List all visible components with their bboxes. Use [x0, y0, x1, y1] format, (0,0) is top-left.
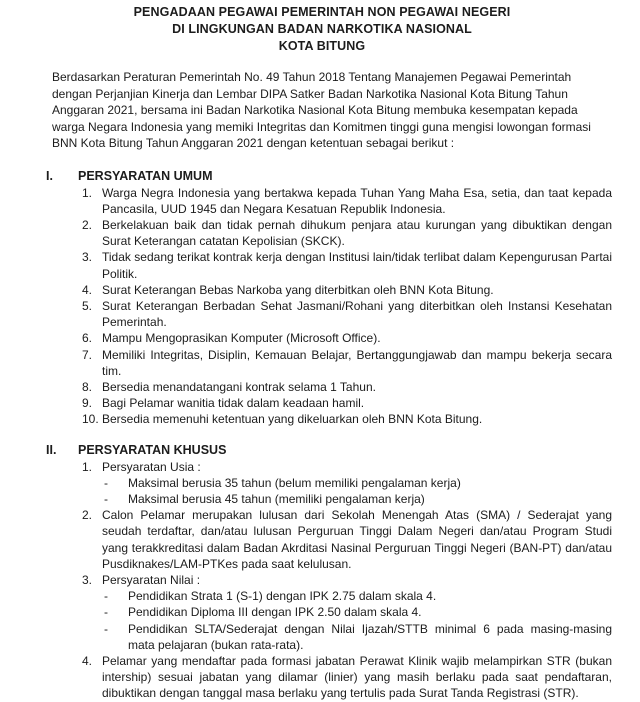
- list-item: [82, 395, 612, 411]
- dash-bullet: -: [104, 475, 108, 490]
- sub-item: [104, 475, 612, 491]
- item-number: 1.: [82, 459, 93, 474]
- section-heading: [46, 442, 612, 459]
- sub-list: [52, 588, 612, 653]
- list-item: [82, 249, 612, 281]
- list-item: [52, 572, 612, 653]
- item-row: [82, 572, 612, 588]
- section-title: PERSYARATAN KHUSUS: [78, 442, 227, 457]
- item-number: 1.: [82, 185, 93, 200]
- section-spacer: [52, 428, 612, 442]
- sub-item-text: Pendidikan SLTA/Sederajat dengan Nilai Ijazah/STTB minimal 6 pada masing-masing mata pelajaran (bukan rata-rata).: [128, 621, 612, 652]
- dash-bullet: -: [104, 589, 108, 604]
- sub-item: [104, 588, 612, 604]
- dash-bullet: -: [104, 605, 108, 620]
- item-number: 2.: [82, 217, 93, 232]
- list-item: [82, 217, 612, 249]
- item-text: Pelamar yang mendaftar pada formasi jabatan Perawat Klinik wajib melampirkan STR (bukan intership) sesuai jabatan yang dilamar (linier) yang masih berlaku pada saat pendaftaran, dibuktikan dengan tanggal masa berlaku yang tertulis pada Surat Tanda Registrasi (STR).: [102, 653, 612, 701]
- section-title: PERSYARATAN UMUM: [78, 168, 213, 183]
- section-number: II.: [46, 442, 57, 457]
- item-row: [82, 507, 612, 572]
- sub-item: [104, 604, 612, 620]
- list-item: [82, 379, 612, 395]
- item-text: Tidak sedang terikat kontrak kerja dengan Institusi lain/tidak terlibat dalam Kepengurusan Partai Politik.: [102, 250, 612, 281]
- list-item: [82, 330, 612, 346]
- section-heading: [46, 168, 612, 185]
- list-item: [52, 653, 612, 702]
- dash-bullet: -: [104, 491, 108, 506]
- item-text: Persyaratan Nilai :: [102, 572, 201, 587]
- item-number: 6.: [82, 331, 93, 346]
- item-number: 3.: [82, 250, 93, 265]
- item-number: 8.: [82, 379, 93, 394]
- special-requirements-list: [52, 459, 612, 702]
- list-item: [82, 411, 612, 427]
- item-text: Bersedia menandatangani kontrak selama 1 Tahun.: [102, 379, 376, 394]
- item-number: 2.: [82, 508, 93, 523]
- section-number: I.: [46, 168, 53, 183]
- section-persyaratan-umum: [46, 168, 612, 428]
- header-line-3: KOTA BITUNG: [278, 39, 366, 53]
- item-number: 7.: [82, 347, 93, 362]
- item-number: 3.: [82, 572, 93, 587]
- item-text: Persyaratan Usia :: [102, 459, 201, 474]
- item-text: Memiliki Integritas, Disiplin, Kemauan Belajar, Bertanggungjawab dan mampu bekerja secara tim.: [102, 347, 612, 378]
- item-text: Berkelakuan baik dan tidak pernah dihukum penjara atau kurungan yang dibuktikan dengan Surat Keterangan catatan Kepolisian (SKCK).: [102, 217, 612, 249]
- sub-item-text: Maksimal berusia 45 tahun (memiliki pengalaman kerja): [128, 491, 425, 506]
- list-item: [82, 347, 612, 379]
- list-item: [52, 507, 612, 572]
- item-text: Bagi Pelamar wanitia tidak dalam keadaan hamil.: [102, 396, 365, 411]
- item-text: Surat Keterangan Berbadan Sehat Jasmani/Rohani yang diterbitkan oleh Instansi Kesehatan Pemerintah.: [102, 298, 612, 330]
- list-item: [82, 282, 612, 298]
- intro-paragraph: Berdasarkan Peraturan Pemerintah No. 49 Tahun 2018 Tentang Manajemen Pegawai Pemerintah dengan Perjanjian Kinerja dan Lembar DIPA Satker Badan Narkotika Nasional Kota Bitung Tahun Anggaran 2021, bersama ini Badan Narkotika Nasional Kota Bitung membuka kesempatan kepada warga Negara Indonesia yang memiki Integritas dan Komitmen tinggi guna mengisi lowongan formasi BNN Kota Bitung Tahun Anggaran 2021 dengan ketentuan sebagai berikut :: [52, 70, 591, 150]
- sub-list: [52, 475, 612, 507]
- header-line-2: DI LINGKUNGAN BADAN NARKOTIKA NASIONAL: [172, 22, 472, 36]
- item-row: [82, 459, 612, 475]
- item-number: 5.: [82, 298, 93, 313]
- list-item: [52, 459, 612, 508]
- item-number: 9.: [82, 396, 93, 411]
- sub-item-text: Pendidikan Strata 1 (S-1) dengan IPK 2.75 dalam skala 4.: [128, 589, 437, 604]
- sub-item-text: Pendidikan Diploma III dengan IPK 2.50 dalam skala 4.: [128, 605, 422, 620]
- dash-bullet: -: [104, 621, 108, 636]
- item-number: 4.: [82, 282, 93, 297]
- item-text: Calon Pelamar merupakan lulusan dari Sekolah Menengah Atas (SMA) / Sederajat yang seudah terdaftar, dan/atau lulusan Perguruan Tinggi Dalam Negeri dan/atau Program Studi yang terakkreditasi dalam Badan Akrditasi Nasinal Perguruan Tinggi Negeri (BAN-PT) dan/atau Pusdiknakes/LAM-PTKes pada saat kelulusan.: [102, 508, 612, 571]
- sub-item: [104, 491, 612, 507]
- item-number: 4.: [82, 653, 93, 668]
- item-text: Mampu Mengoprasikan Komputer (Microsoft Office).: [102, 331, 381, 346]
- item-text: Bersedia memenuhi ketentuan yang dikeluarkan oleh BNN Kota Bitung.: [102, 412, 483, 427]
- section-persyaratan-khusus: [46, 442, 612, 702]
- item-text: Warga Negra Indonesia yang bertakwa kepada Tuhan Yang Maha Esa, setia, dan taat kepada Pancasila, UUD 1945 dan Negara Kesatuan Republik Indonesia.: [102, 185, 612, 216]
- sub-item: [104, 621, 612, 653]
- list-item: [82, 298, 612, 330]
- sub-item-text: Maksimal berusia 35 tahun (belum memiliki pengalaman kerja): [128, 475, 461, 490]
- item-text: Surat Keterangan Bebas Narkoba yang diterbitkan oleh BNN Kota Bitung.: [102, 282, 494, 297]
- requirements-list: [52, 185, 612, 428]
- list-item: [82, 185, 612, 217]
- header-line-1: PENGADAAN PEGAWAI PEMERINTAH NON PEGAWAI NEGERI: [133, 5, 511, 19]
- item-number: 10.: [82, 412, 99, 427]
- document-header: [32, 4, 612, 55]
- item-row: [82, 653, 612, 702]
